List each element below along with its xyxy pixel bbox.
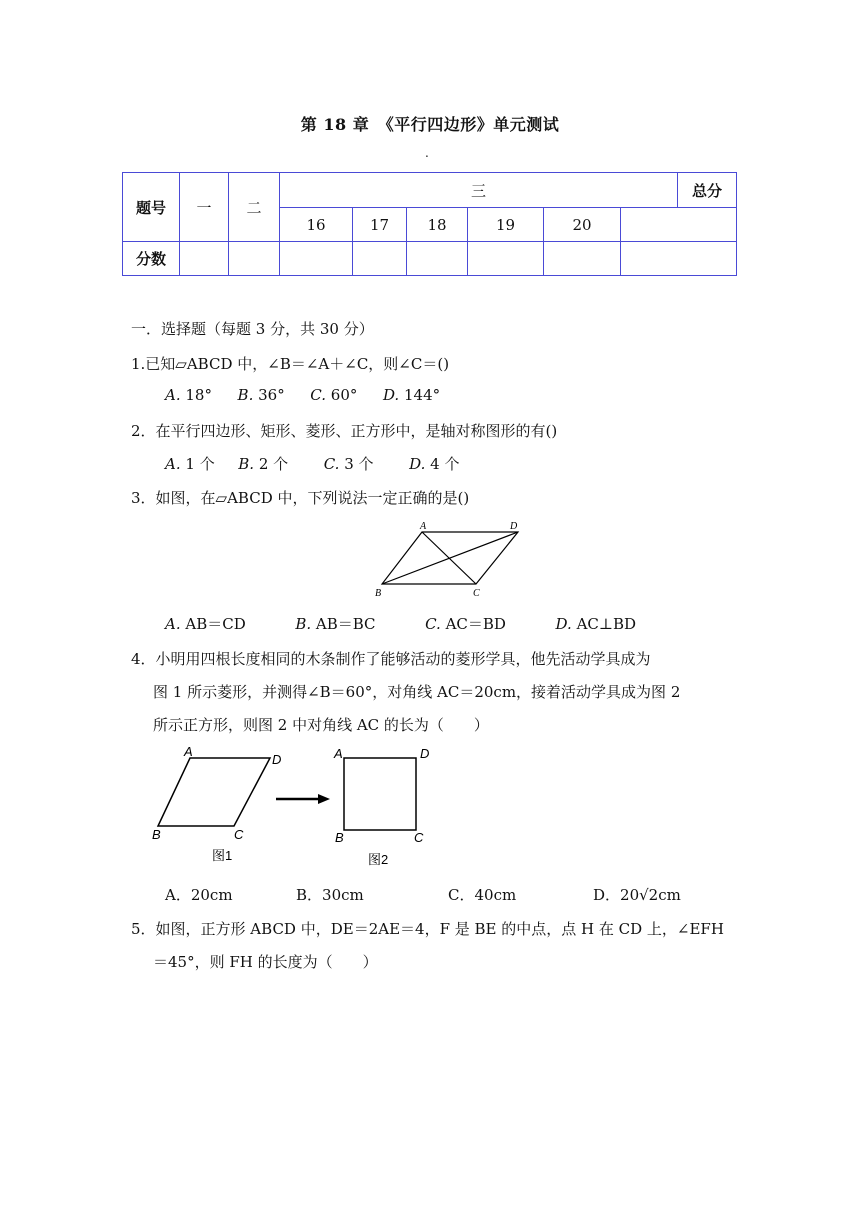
fig2-label-d: D [420, 746, 430, 761]
q4-option-a: A．20cm [165, 886, 233, 904]
fig2-label-a: A [334, 746, 343, 761]
header-16: 16 [280, 208, 353, 242]
q4-option-b: B．30cm [296, 886, 364, 904]
header-three: 三 [280, 173, 678, 208]
question-1: 1.已知▱ABCD 中，∠B＝∠A＋∠C，则∠C＝() [131, 355, 450, 373]
q4-option-c: C．40cm [448, 886, 517, 904]
score-cell[interactable] [544, 242, 621, 276]
label-a: A [420, 521, 427, 532]
header-tihao: 题号 [123, 173, 180, 242]
section-heading: 一．选择题（每题 3 分，共 30 分） [131, 320, 374, 338]
question-4-line1: 4．小明用四根长度相同的木条制作了能够活动的菱形学具，他先活动学具成为 [131, 650, 651, 668]
page-title: 第 18 章 《平行四边形》单元测试 [300, 115, 560, 134]
score-cell[interactable] [280, 242, 353, 276]
score-cell[interactable] [353, 242, 407, 276]
rhombus-to-square-figure [148, 744, 438, 872]
fig1-label-a: A [184, 744, 193, 759]
row-score-label: 分数 [123, 242, 180, 276]
header-19: 19 [468, 208, 544, 242]
header-blank [621, 208, 737, 242]
label-c: C [473, 588, 480, 599]
question-4-line2: 图 1 所示菱形，并测得∠B＝60°，对角线 AC＝20cm，接着活动学具成为图 2 [153, 683, 681, 701]
label-d: D [510, 521, 518, 532]
score-cell[interactable] [407, 242, 468, 276]
fig2-caption: 图2 [368, 852, 389, 867]
fig2-label-c: C [414, 830, 424, 845]
q2-options: A. 1 个 B. 2 个 C. 3 个 D. 4 个 [165, 455, 460, 473]
score-cell[interactable] [621, 242, 737, 276]
header-two: 二 [229, 173, 280, 242]
score-cell[interactable] [229, 242, 280, 276]
dot-mark: . [425, 146, 429, 160]
fig1-label-b: B [152, 827, 161, 842]
fig1-label-d: D [272, 752, 282, 767]
q4-option-d: D．20√2cm [593, 886, 681, 904]
score-cell[interactable] [180, 242, 229, 276]
header-total: 总分 [678, 173, 737, 208]
question-3: 3．如图，在▱ABCD 中，下列说法一定正确的是() [131, 489, 470, 507]
parallelogram-figure [372, 518, 522, 600]
fig1-label-c: C [234, 827, 244, 842]
fig2-label-b: B [335, 830, 344, 845]
score-cell[interactable] [468, 242, 544, 276]
fig1-caption: 图1 [212, 848, 233, 863]
header-18: 18 [407, 208, 468, 242]
question-5-line2: ＝45°，则 FH 的长度为（ ） [153, 953, 378, 971]
label-b: B [375, 588, 382, 599]
score-table [122, 172, 737, 276]
header-17: 17 [353, 208, 407, 242]
header-one: 一 [180, 173, 229, 242]
q3-options: A. AB＝CD B. AB＝BC C. AC＝BD D. AC⊥BD [165, 615, 637, 633]
question-2: 2．在平行四边形、矩形、菱形、正方形中，是轴对称图形的有() [131, 422, 558, 440]
q1-options: A. 18° B. 36° C. 60° D. 144° [165, 386, 441, 404]
header-20: 20 [544, 208, 621, 242]
question-4-line3: 所示正方形，则图 2 中对角线 AC 的长为（ ） [153, 716, 489, 734]
question-5-line1: 5．如图，正方形 ABCD 中，DE＝2AE＝4，F 是 BE 的中点，点 H 在 CD 上，∠EFH [131, 920, 724, 938]
